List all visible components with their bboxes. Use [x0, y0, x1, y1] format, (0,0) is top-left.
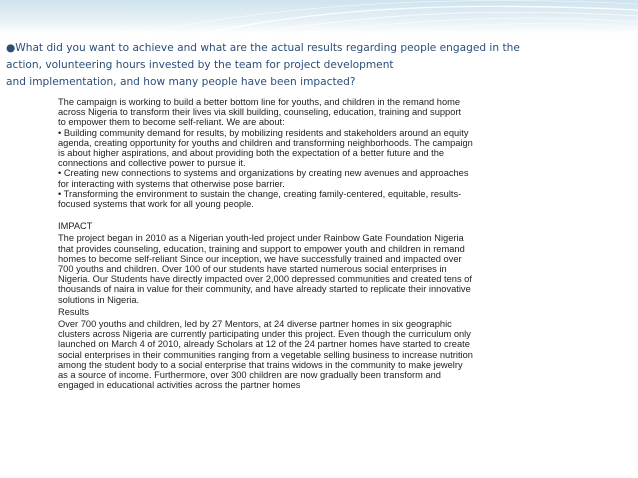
text-line: solutions in Nigeria. — [58, 294, 140, 305]
text-line: launched on March 4 of 2010, already Scholars at 12 of the 24 partner homes have started to create — [58, 339, 470, 350]
impact-heading: IMPACT — [58, 221, 93, 232]
text-line: connections and collective power to pursue it. — [58, 158, 246, 169]
text-line: homes to become self-reliant Since our inception, we have successfully trained and impacted over — [58, 253, 462, 264]
title-bullet-icon: ● — [6, 42, 16, 54]
text-line: agenda, creating opportunity for youths and children and transforming neighborhoods. The campaign — [58, 137, 473, 148]
text-line: Over 700 youths and children, led by 27 Mentors, at 24 diverse partner homes in six geographic — [58, 319, 452, 330]
text-line: social enterprises in their communities ranging from a vegetable selling business to increase nutrition — [58, 349, 473, 360]
text-line: is about higher aspirations, and about providing both the expectation of a better future and the — [58, 148, 445, 159]
title-line-3: and implementation, and how many people have been impacted? — [6, 76, 356, 88]
text-line: as a source of income. Furthermore, over 300 children are now gradually been transform and — [58, 370, 441, 381]
bullet-impact-body — [34, 233, 624, 304]
text-line: thousands of naira in value for their community, and have already started to replicate their innovative — [58, 284, 471, 295]
title-line-2: action, volunteering hours invested by the team for project development — [6, 59, 394, 71]
slide-content — [34, 97, 624, 390]
bullet-results-body — [34, 319, 624, 390]
text-line: among the student body to a social enterprise that trains widows in the community to make jewelry — [58, 359, 463, 370]
header-swoosh — [0, 0, 638, 34]
bullet-impact-heading — [34, 221, 624, 231]
results-heading: Results — [58, 306, 90, 317]
bullet-campaign — [34, 97, 624, 209]
text-line: 700 youths and children. Over 100 of our students have started numerous social enterprises in — [58, 264, 447, 275]
slide-title — [6, 40, 626, 91]
text-line: Nigeria. Our Students have directly impacted over 2,000 depressed communities and created tens of — [58, 274, 472, 285]
text-line: • Building community demand for results, by mobilizing residents and stakeholders around an equity — [58, 127, 469, 138]
title-line-1: ●What did you want to achieve and what are the actual results regarding people engaged in the — [6, 42, 520, 54]
text-line: focused systems that work for all young people. — [58, 199, 254, 210]
text-line: to empower them to become self-reliant. We are about: — [58, 117, 285, 128]
text-line: • Creating new connections to systems and organizations by creating new avenues and approaches — [58, 168, 469, 179]
text-line: The campaign is working to build a better bottom line for youths, and children in the remand home — [58, 97, 461, 107]
text-line: for interacting with systems that otherwise pose barrier. — [58, 178, 285, 189]
text-line: that provides counseling, education, training and support to empower youth and children in remand — [58, 243, 465, 254]
text-line: • Transforming the environment to sustain the change, creating family-centered, equitable, results- — [58, 188, 462, 199]
bullet-results-heading — [34, 307, 624, 317]
text-line: clusters across Nigeria are currently participating under this project. Even though the curriculum only — [58, 329, 471, 340]
text-line: across Nigeria to transform their lives via skill building, counseling, education, training and support — [58, 107, 462, 118]
text-line: engaged in educational activities across the partner homes — [58, 380, 301, 391]
text-line: The project began in 2010 as a Nigerian youth-led project under Rainbow Gate Foundation Nigeria — [58, 233, 464, 244]
